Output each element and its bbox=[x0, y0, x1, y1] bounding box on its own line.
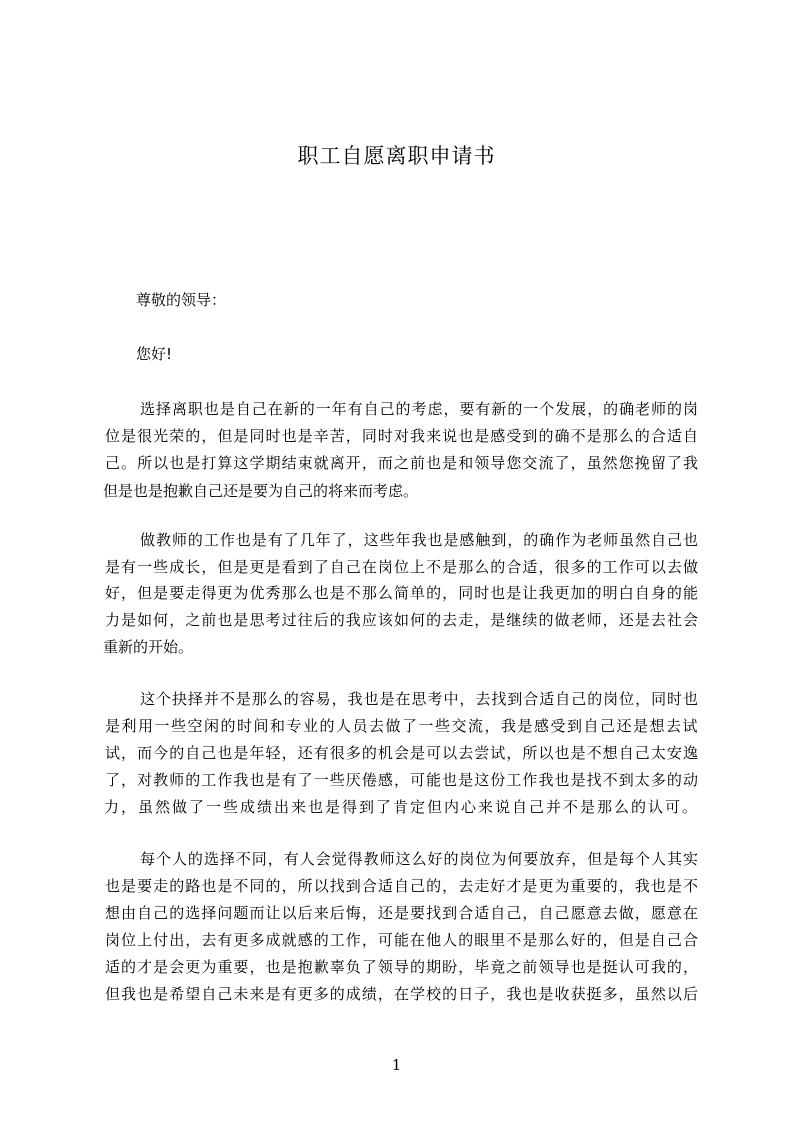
paragraph-line: 重新的开始。 bbox=[103, 638, 194, 656]
paragraph-line: 是利用一些空闲的时间和专业的人员去做了一些交流，我是感受到自己还是想去试 bbox=[105, 717, 700, 735]
paragraph-line: 每个人的选择不同，有人会觉得教师这么好的岗位为何要放弃，但是每个人其实 bbox=[140, 850, 699, 868]
paragraph-line: 己。所以也是打算这学期结束就离开，而之前也是和领导您交流了，虽然您挽留了我 bbox=[105, 454, 700, 472]
paragraph-line: 也是要走的路也是不同的，所以找到合适自己的，去走好才是更为重要的，我也是不 bbox=[105, 877, 700, 895]
greeting: 您好! bbox=[136, 345, 173, 363]
paragraph-line: 力是如何，之前也是思考过往后的我应该如何的去走，是继续的做老师，还是去社会 bbox=[105, 611, 700, 629]
paragraph-line: 岗位上付出，去有更多成就感的工作，可能在他人的眼里不是那么好的，但是自己合 bbox=[105, 931, 700, 949]
paragraph-line: 是有一些成长，但是更是看到了自己在岗位上不是那么的合适，很多的工作可以去做 bbox=[105, 558, 700, 576]
salutation: 尊敬的领导： bbox=[136, 291, 227, 309]
paragraph-line: 试，而今的自己也是年轻，还有很多的机会是可以去尝试，所以也是不想自己太安逸 bbox=[105, 744, 700, 762]
paragraph-line: 适的才是会更为重要，也是抱歉辜负了领导的期盼，毕竟之前领导也是挺认可我的， bbox=[105, 958, 700, 976]
paragraph-line: 这个抉择并不是那么的容易，我也是在思考中，去找到合适自己的岗位，同时也 bbox=[140, 690, 699, 708]
paragraph-line: 但我也是希望自己未来是有更多的成绩，在学校的日子，我也是收获挺多，虽然以后 bbox=[105, 985, 700, 1003]
page-number: 1 bbox=[391, 1056, 402, 1074]
paragraph-line: 想由自己的选择问题而让以后来后悔，还是要找到合适自己，自己愿意去做，愿意在 bbox=[105, 904, 700, 922]
paragraph-line: 好，但是要走得更为优秀那么也是不那么简单的，同时也是让我更加的明白自身的能 bbox=[105, 584, 700, 602]
paragraph-line: 力，虽然做了一些成绩出来也是得到了肯定但内心来说自己并不是那么的认可。 bbox=[104, 798, 700, 816]
paragraph-line: 了，对教师的工作我也是有了一些厌倦感，可能也是这份工作我也是找不到太多的动 bbox=[105, 771, 700, 789]
paragraph-line: 做教师的工作也是有了几年了，这些年我也是感触到，的确作为老师虽然自己也 bbox=[140, 531, 699, 549]
paragraph-line: 位是很光荣的，但是同时也是辛苦，同时对我来说也是感受到的确不是那么的合适自 bbox=[105, 427, 700, 445]
paragraph-line: 选择离职也是自己在新的一年有自己的考虑，要有新的一个发展，的确老师的岗 bbox=[140, 400, 699, 418]
paragraph-line: 但是也是抱歉自己还是要为自己的将来而考虑。 bbox=[103, 482, 419, 500]
document-title: 职工自愿离职申请书 bbox=[297, 144, 496, 168]
